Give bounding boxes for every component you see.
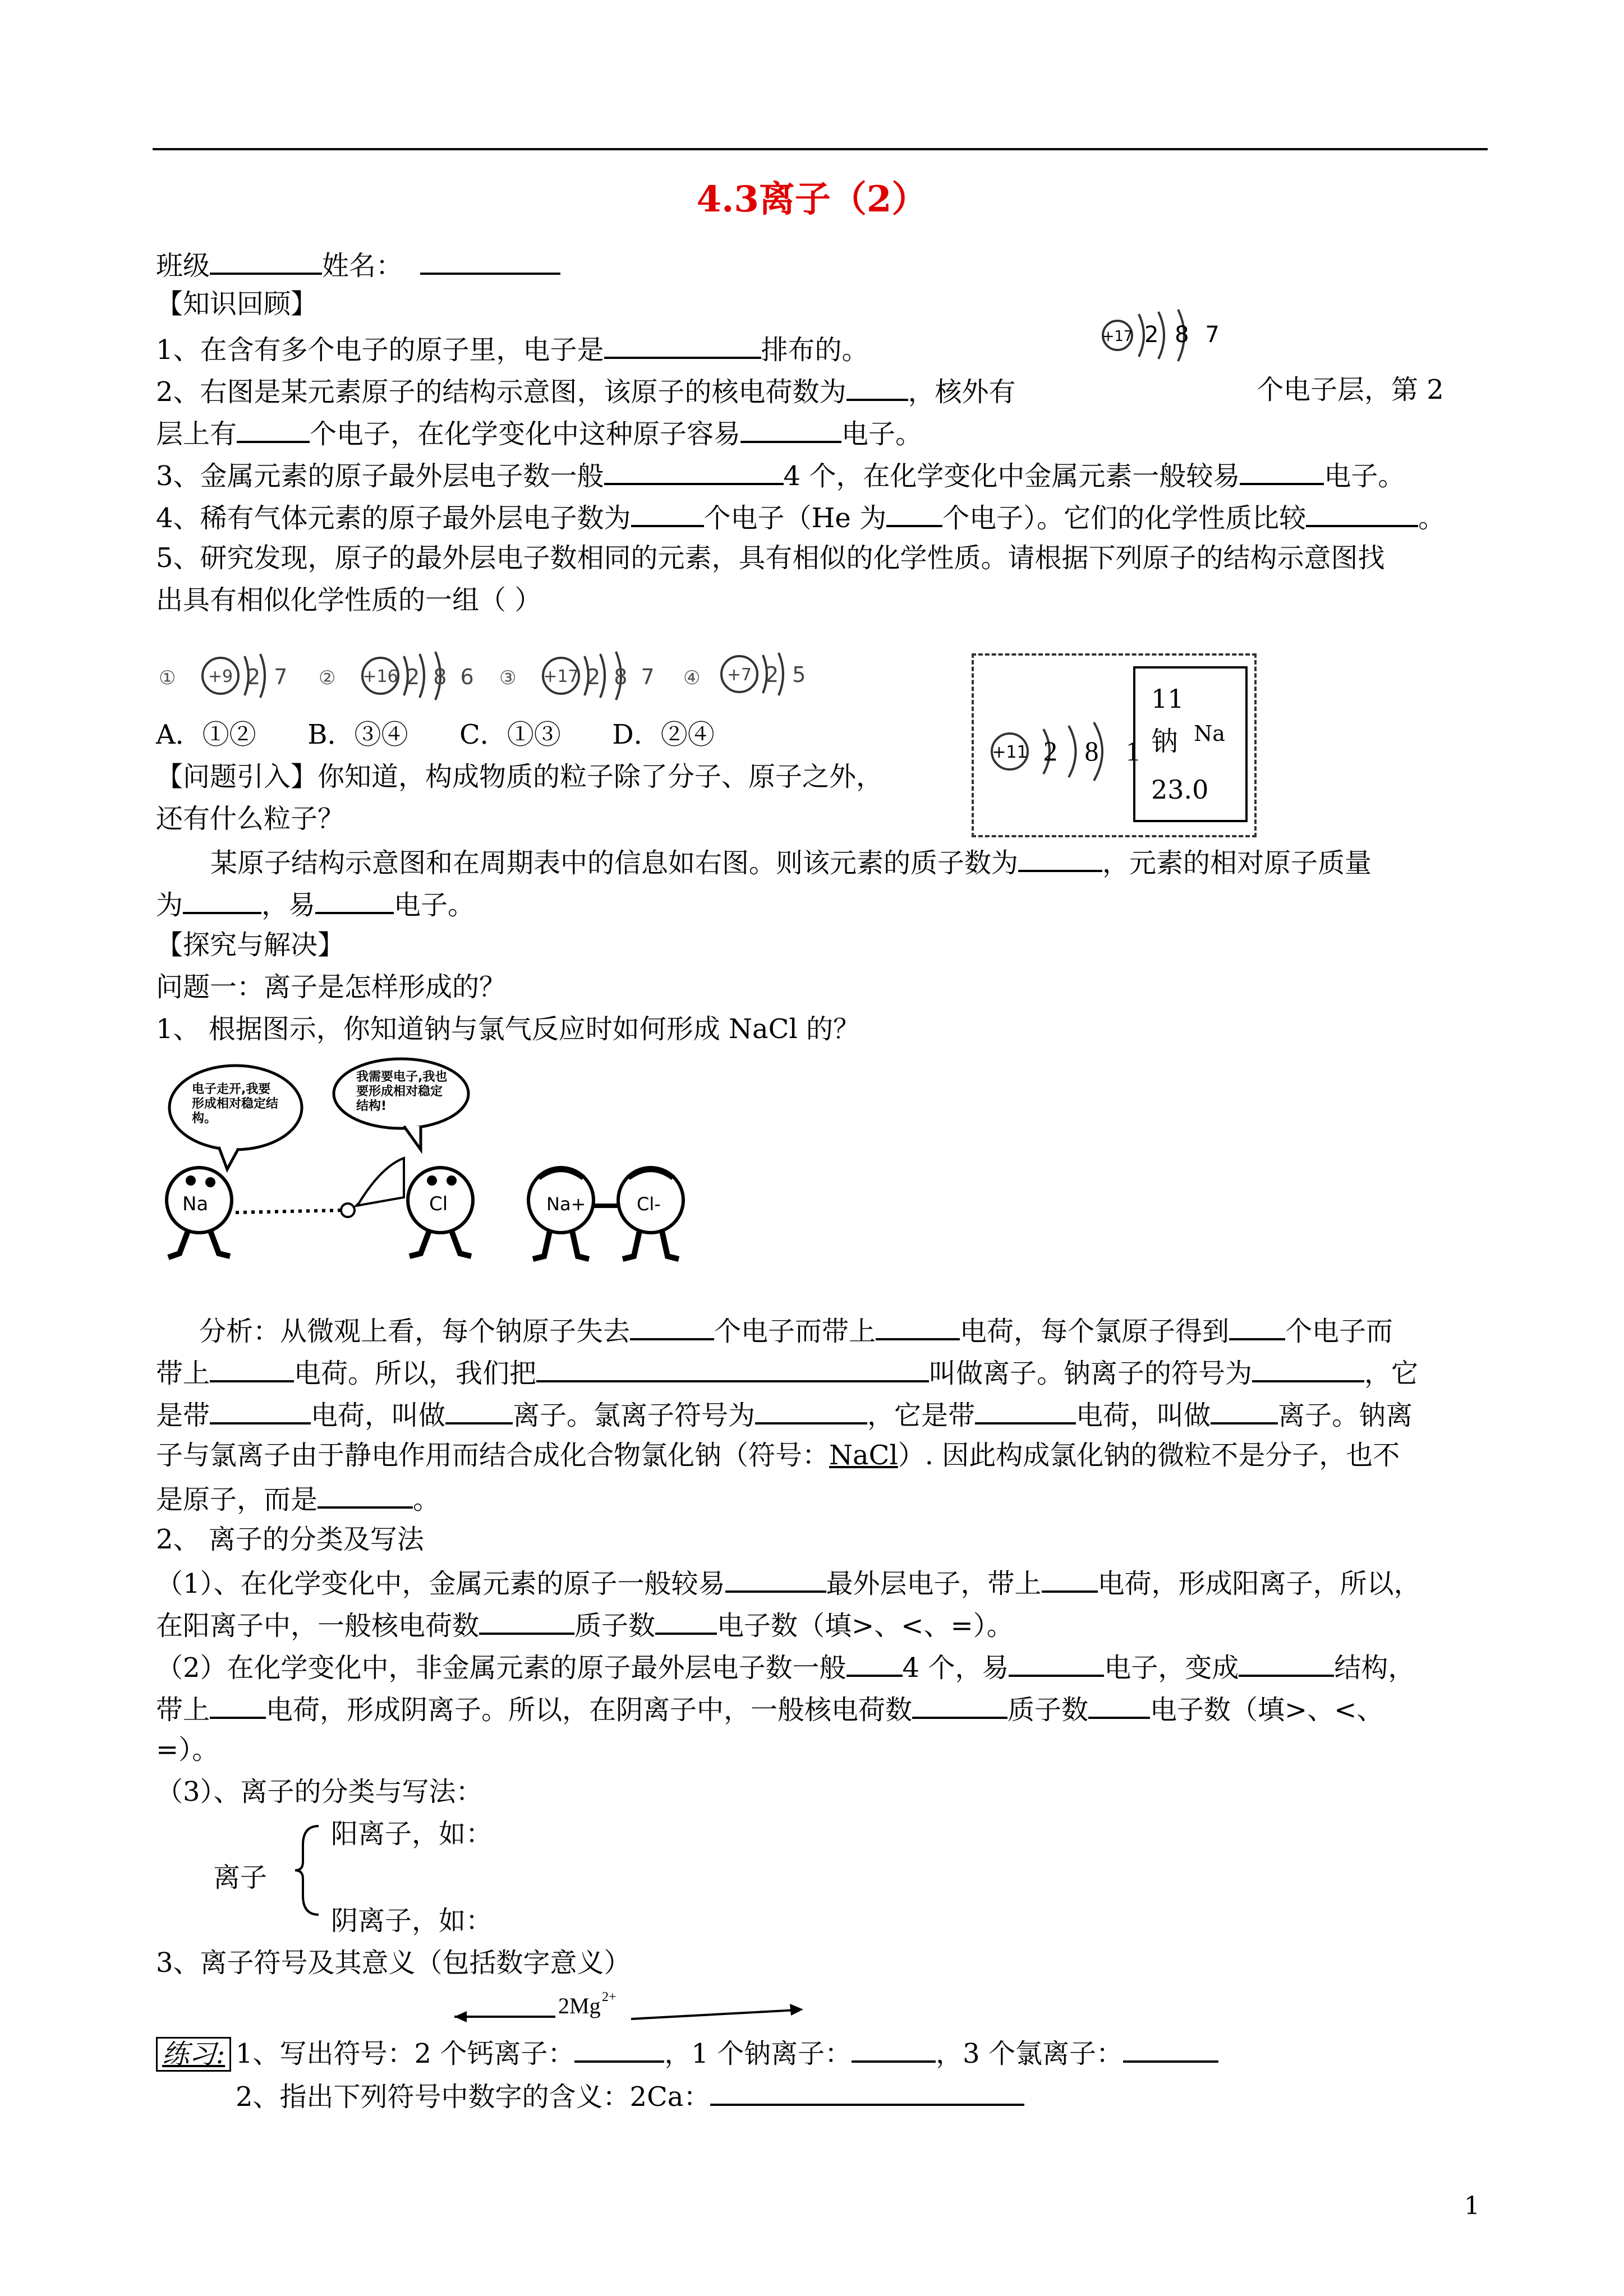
name-label: 姓名： bbox=[322, 250, 403, 282]
page-title: 4.3离子（2） bbox=[696, 178, 928, 220]
analysis-line3 bbox=[156, 1396, 1413, 1432]
q4-blank-1[interactable] bbox=[631, 499, 704, 527]
analysis-blank-3[interactable] bbox=[1229, 1312, 1285, 1340]
analysis-1b: 个电子而带上 bbox=[714, 1316, 876, 1347]
practice-blank-cl[interactable] bbox=[1123, 2035, 1218, 2063]
q2-text-f: 电子。 bbox=[841, 418, 923, 450]
intro-line4 bbox=[156, 886, 475, 922]
review-q4 bbox=[156, 499, 1445, 535]
intro-text-1: 你知道，构成物质的粒子除了分子、原子之外， bbox=[318, 761, 884, 792]
analysis-1a: 分析：从微观上看，每个钠原子失去 bbox=[199, 1316, 631, 1347]
q2-atom-diagram bbox=[1094, 302, 1224, 363]
ion-root-label: 离子 bbox=[213, 1862, 268, 1893]
practice-blank-2ca[interactable] bbox=[710, 2078, 1024, 2106]
p1-e: 质子数 bbox=[574, 1610, 656, 1642]
analysis-line4 bbox=[156, 1439, 1400, 1472]
practice-blank-ca[interactable] bbox=[574, 2035, 664, 2063]
q2-blank-gainlose[interactable] bbox=[740, 415, 841, 443]
bubble-right-tail bbox=[404, 1126, 421, 1150]
q1-text-a: 1、在含有多个电子的原子里，电子是 bbox=[156, 334, 604, 366]
arrow-right-head bbox=[790, 2004, 803, 2016]
bubble-left-text: 电子走开,我要形成相对稳定结构。 bbox=[192, 1082, 279, 1126]
periodic-symbol: Na bbox=[1194, 721, 1225, 746]
analysis-2d: ，它 bbox=[1364, 1358, 1419, 1389]
analysis-blank-11[interactable] bbox=[1211, 1396, 1278, 1424]
intro-line1 bbox=[156, 760, 883, 794]
atom-4 bbox=[683, 653, 809, 695]
q3-text-a: 3、金属元素的原子最外层电子数一般 bbox=[156, 460, 604, 492]
cl-legs bbox=[410, 1231, 471, 1256]
p2-blank-5[interactable] bbox=[912, 1691, 1007, 1719]
atom-3-shells: 2 8 7 bbox=[587, 665, 658, 689]
atom-1-shells: 2 7 bbox=[247, 665, 291, 689]
analysis-1c: 电荷，每个氯原子得到 bbox=[960, 1316, 1230, 1347]
atom-3-label: ③ bbox=[499, 667, 517, 689]
cl-ion-legs bbox=[623, 1231, 679, 1259]
q2-blank-charge[interactable] bbox=[846, 373, 908, 401]
practice-q1 bbox=[236, 2035, 1218, 2071]
explore-question1: 问题一：离子是怎样形成的？ bbox=[156, 971, 507, 1003]
q4-text-b: 个电子（He 为 bbox=[703, 502, 887, 534]
periodic-atomic-mass: 23.0 bbox=[1151, 774, 1209, 805]
brace-path bbox=[295, 1826, 319, 1915]
mg-charge-text: 2+ bbox=[602, 1990, 617, 2004]
mg-symbol-text: 2Mg bbox=[558, 1993, 601, 2018]
q2-nucleus-label: +17 bbox=[1102, 328, 1133, 345]
analysis-2c: 叫做离子。钠离子的符号为 bbox=[929, 1358, 1253, 1389]
na-atom-diagram bbox=[987, 712, 1150, 791]
analysis-blank-7[interactable] bbox=[210, 1396, 311, 1424]
cl-character-label: Cl bbox=[429, 1193, 448, 1215]
review-q1 bbox=[156, 331, 869, 367]
q5-atom-diagrams bbox=[156, 639, 807, 707]
q2-shell-arc-1 bbox=[1139, 314, 1144, 357]
analysis-3f: 离子。钠离 bbox=[1278, 1400, 1413, 1431]
review-q5-line2: 出具有相似化学性质的一组（ ） bbox=[156, 584, 542, 616]
q5-options: A．①② B．③④ C．①③ D．②④ bbox=[156, 719, 715, 750]
p2-line3: =）。 bbox=[156, 1734, 219, 1765]
atom-2-nucleus-label: +16 bbox=[362, 667, 398, 686]
q2-text-c: 个电子层，第 2 bbox=[1257, 374, 1444, 405]
analysis-5a: 是原子，而是 bbox=[156, 1484, 318, 1515]
p2-d: 结构， bbox=[1334, 1652, 1415, 1684]
atom-4-nucleus-label: +7 bbox=[726, 665, 752, 685]
intro-blank-mass[interactable] bbox=[183, 886, 261, 914]
analysis-3d: ，它是带 bbox=[867, 1400, 976, 1431]
practice-q2-text: 2、指出下列符号中数字的含义：2Ca： bbox=[236, 2081, 711, 2113]
q4-text-a: 4、稀有气体元素的原子最外层电子数为 bbox=[156, 502, 631, 534]
electron-trail bbox=[236, 1210, 342, 1212]
atom-3 bbox=[499, 652, 658, 700]
p2-blank-6[interactable] bbox=[1088, 1691, 1150, 1719]
bubble-left-tail bbox=[219, 1147, 238, 1169]
analysis-blank-10[interactable] bbox=[975, 1396, 1076, 1424]
q2-text-d: 层上有 bbox=[156, 418, 237, 450]
explore-item1: 1、 根据图示，你知道钠与氯气反应时如何形成 NaCl 的？ bbox=[156, 1013, 861, 1045]
p2-blank-1[interactable] bbox=[846, 1649, 903, 1677]
analysis-blank-12[interactable] bbox=[318, 1481, 413, 1509]
review-heading: 【知识回顾】 bbox=[156, 288, 318, 320]
practice-q1-c: ，3 个氯离子： bbox=[936, 2038, 1123, 2069]
analysis-4c: ）. 因此构成氯化钠的微粒不是分子，也不 bbox=[898, 1440, 1400, 1471]
q2-text-b: ，核外有 bbox=[908, 376, 1016, 408]
q2-text-a: 2、右图是某元素原子的结构示意图，该原子的核电荷数为 bbox=[156, 376, 846, 408]
q2-shell-numbers: 2 8 7 bbox=[1144, 322, 1224, 348]
p1-blank-4[interactable] bbox=[655, 1607, 717, 1635]
p1-blank-1[interactable] bbox=[725, 1565, 826, 1593]
analysis-blank-1[interactable] bbox=[630, 1312, 714, 1340]
atom-3-nucleus-label: +17 bbox=[543, 667, 579, 686]
q1-text-b: 排布的。 bbox=[761, 334, 869, 366]
cl-ion-label: Cl- bbox=[637, 1193, 661, 1215]
class-label: 班级 bbox=[156, 250, 210, 282]
arrow-right-line bbox=[631, 2010, 797, 2019]
p1-blank-2[interactable] bbox=[1042, 1565, 1098, 1593]
intro-text-3a: 某原子结构示意图和在周期表中的信息如右图。则该元素的质子数为 bbox=[210, 847, 1019, 879]
p3-line: （3）、离子的分类与写法： bbox=[156, 1776, 483, 1808]
na-ion-legs bbox=[533, 1231, 589, 1259]
review-q2-line2 bbox=[156, 415, 922, 451]
p1-line1 bbox=[156, 1565, 1421, 1601]
atom-1-label: ① bbox=[159, 667, 176, 689]
na-eye-right bbox=[205, 1177, 215, 1187]
explore-heading: 【探究与解决】 bbox=[156, 929, 345, 961]
q4-blank-2[interactable] bbox=[886, 499, 942, 527]
classification-brace bbox=[292, 1823, 325, 1918]
p2-e: 带上 bbox=[156, 1694, 210, 1726]
practice-q2 bbox=[236, 2078, 1024, 2114]
na-character-label: Na bbox=[182, 1193, 209, 1215]
intro-text-4a: 为 bbox=[156, 889, 183, 921]
analysis-2b: 电荷。所以，我们把 bbox=[294, 1358, 537, 1389]
atom-2-label: ② bbox=[319, 667, 336, 689]
practice-q1-b: ，1 个钠离子： bbox=[664, 2038, 852, 2069]
practice-label: 练习: bbox=[156, 2037, 231, 2072]
intro-text-4c: 电子。 bbox=[394, 889, 475, 921]
p1-blank-3[interactable] bbox=[479, 1607, 574, 1635]
p1-a: （1）、在化学变化中，金属元素的原子一般较易 bbox=[156, 1568, 725, 1599]
na-shell-numbers: 2 8 1 bbox=[1043, 735, 1150, 767]
analysis-blank-4[interactable] bbox=[210, 1354, 294, 1382]
p2-h: 电子数（填>、<、 bbox=[1150, 1694, 1384, 1726]
review-q3 bbox=[156, 457, 1405, 493]
atom-2-shells: 2 8 6 bbox=[406, 665, 477, 689]
analysis-blank-5[interactable] bbox=[536, 1354, 929, 1382]
analysis-3a: 是带 bbox=[156, 1400, 210, 1431]
analysis-5b: 。 bbox=[413, 1484, 440, 1515]
analysis-blank-8[interactable] bbox=[445, 1396, 513, 1424]
q3-blank-1[interactable] bbox=[604, 457, 784, 485]
intro-heading: 【问题引入】 bbox=[156, 761, 318, 792]
q4-text-d: 。 bbox=[1418, 502, 1446, 534]
analysis-nacl-symbol: NaCl bbox=[829, 1440, 898, 1471]
periodic-table-cell bbox=[1133, 666, 1248, 822]
na-eye-left bbox=[186, 1175, 196, 1186]
cl-eye-left bbox=[427, 1175, 437, 1186]
periodic-atomic-number: 11 bbox=[1151, 684, 1184, 714]
p2-blank-2[interactable] bbox=[1009, 1649, 1104, 1677]
na-legs bbox=[168, 1231, 230, 1257]
analysis-1d: 个电子而 bbox=[1285, 1316, 1393, 1347]
review-q2-line1-end bbox=[1257, 373, 1444, 407]
class-blank[interactable] bbox=[210, 247, 322, 275]
class-name-line bbox=[156, 247, 560, 283]
analysis-3e: 电荷，叫做 bbox=[1076, 1400, 1211, 1431]
na-nucleus-label: +11 bbox=[992, 743, 1028, 762]
name-blank[interactable] bbox=[420, 247, 560, 275]
q2-text-e: 个电子，在化学变化中这种原子容易 bbox=[310, 418, 741, 450]
analysis-2a: 带上 bbox=[156, 1358, 210, 1389]
intro-text-4b: ，易 bbox=[261, 889, 316, 921]
q3-blank-2[interactable] bbox=[1240, 457, 1324, 485]
practice-blank-na[interactable] bbox=[852, 2035, 936, 2063]
q4-text-c: 个电子）。它们的化学性质比较 bbox=[942, 502, 1306, 534]
q1-blank[interactable] bbox=[604, 331, 761, 359]
bubble-right-text: 我需要电子,我也要形成相对稳定结构! bbox=[356, 1070, 448, 1113]
p2-line1 bbox=[156, 1649, 1415, 1685]
p1-b: 最外层电子，带上 bbox=[826, 1568, 1042, 1599]
q3-text-b: 4 个，在化学变化中金属元素一般较易 bbox=[783, 460, 1240, 492]
q2-blank-electrons[interactable] bbox=[237, 415, 310, 443]
intro-text-3b: ，元素的相对原子质量 bbox=[1102, 847, 1372, 879]
intro-line3 bbox=[210, 844, 1372, 880]
atom-1-nucleus-label: +9 bbox=[208, 667, 233, 686]
analysis-blank-6[interactable] bbox=[1252, 1354, 1364, 1382]
review-q5-line1: 5、研究发现，原子的最外层电子数相同的元素，具有相似的化学性质。请根据下列原子的结构示意图找 bbox=[156, 542, 1385, 574]
analysis-blank-9[interactable] bbox=[755, 1396, 867, 1424]
electron-ball bbox=[341, 1204, 355, 1217]
catching-net bbox=[356, 1158, 404, 1206]
p1-c: 电荷，形成阳离子，所以， bbox=[1097, 1568, 1421, 1599]
review-q2-line1 bbox=[156, 373, 1016, 409]
analysis-line1 bbox=[199, 1312, 1393, 1348]
na-ion-label: Na+ bbox=[546, 1193, 586, 1215]
header-rule bbox=[153, 148, 1488, 150]
p1-f: 电子数（填>、<、=）。 bbox=[717, 1610, 1014, 1642]
p2-f: 电荷，形成阴离子。所以，在阴离子中，一般核电荷数 bbox=[266, 1694, 913, 1726]
anion-label: 阴离子，如： bbox=[331, 1905, 493, 1937]
explore-item2: 2、 离子的分类及写法 bbox=[156, 1524, 424, 1555]
analysis-line2 bbox=[156, 1354, 1418, 1390]
p2-blank-3[interactable] bbox=[1239, 1649, 1334, 1677]
p2-b: 4 个，易 bbox=[902, 1652, 1009, 1684]
p1-line2 bbox=[156, 1607, 1014, 1643]
page-number: 1 bbox=[1464, 2192, 1480, 2220]
p2-a: （2）在化学变化中，非金属元素的原子最外层电子数一般 bbox=[156, 1652, 846, 1684]
atom-4-label: ④ bbox=[683, 667, 701, 689]
analysis-blank-2[interactable] bbox=[876, 1312, 960, 1340]
periodic-element-name: 钠 bbox=[1151, 726, 1179, 757]
p2-g: 质子数 bbox=[1007, 1694, 1089, 1726]
arrow-left-head bbox=[454, 2011, 467, 2022]
intro-blank-gainlose[interactable] bbox=[315, 886, 394, 914]
atom-1 bbox=[159, 654, 291, 698]
intro-blank-proton[interactable] bbox=[1018, 844, 1102, 872]
analysis-4a: 子与氯离子由于静电作用而结合成化合物氯化钠（符号： bbox=[156, 1440, 830, 1471]
atom-2 bbox=[319, 652, 477, 700]
practice-q1-a: 1、写出符号：2 个钙离子： bbox=[236, 2038, 575, 2069]
bubble-left-text-wrap bbox=[192, 1082, 282, 1138]
p1-d: 在阳离子中，一般核电荷数 bbox=[156, 1610, 480, 1642]
analysis-3b: 电荷，叫做 bbox=[311, 1400, 446, 1431]
mg-symbol-diagram bbox=[438, 1985, 819, 2030]
p2-line2 bbox=[156, 1691, 1384, 1727]
explore-item3: 3、离子符号及其意义（包括数字意义） bbox=[156, 1947, 631, 1979]
q3-text-c: 电子。 bbox=[1324, 460, 1405, 492]
p2-blank-4[interactable] bbox=[210, 1691, 266, 1719]
p2-c: 电子，变成 bbox=[1104, 1652, 1239, 1684]
cl-eye-right bbox=[447, 1175, 457, 1186]
sodium-chlorine-cartoon bbox=[157, 1060, 718, 1279]
intro-line2: 还有什么粒子？ bbox=[156, 803, 345, 835]
analysis-line5 bbox=[156, 1481, 440, 1516]
atom-4-shells: 2 5 bbox=[765, 662, 809, 687]
analysis-3c: 离子。氯离子符号为 bbox=[513, 1400, 756, 1431]
cation-label: 阳离子，如： bbox=[331, 1818, 493, 1850]
q4-blank-3[interactable] bbox=[1306, 499, 1418, 527]
bubble-right-text-wrap bbox=[356, 1070, 452, 1121]
